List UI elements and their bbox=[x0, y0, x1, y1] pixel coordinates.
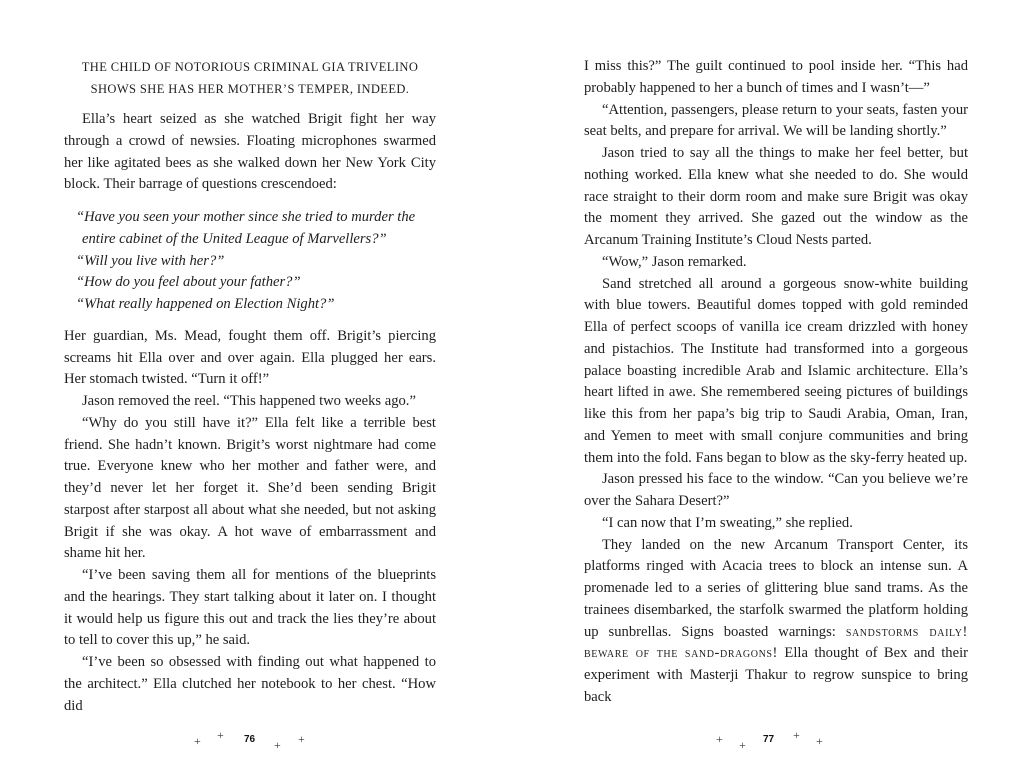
epigraph-line-1: THE CHILD OF NOTORIOUS CRIMINAL GIA TRIVELINO bbox=[81, 60, 419, 74]
paragraph: “Wow,” Jason remarked. bbox=[602, 253, 747, 270]
quote-line: “What really happened on Election Night?” bbox=[76, 296, 335, 312]
epigraph-line-2: SHOWS SHE HAS HER MOTHER’S TEMPER, INDEED. bbox=[90, 82, 410, 96]
paragraph-text: Ella thought of Bex and their experiment with Masterji Thakur to regrow sunspice to bring back bbox=[584, 645, 968, 705]
paragraph-text: They landed on the new Arcanum Transport Center, its platforms ringed with Acacia trees to block an intense sun. A promenade led to a series of glittering blue sand trams. As the trainees disembarked, the starfolk swarmed the platform holding up sunbrellas. Signs boasted warnings: bbox=[584, 536, 968, 640]
paragraph: Jason tried to say all the things to make her feel better, but nothing worked. Ella knew what she needed to do. She would race straight to their dorm room and make sure Brigit was okay the moment they arrived. She gazed out the window as the Arcanum Training Institute’s Cloud Nests parted. bbox=[584, 145, 968, 248]
paragraph: Sand stretched all around a gorgeous snow-white building with blue towers. Beautiful domes topped with gold reminded Ella of perfect scoops of vanilla ice cream drizzled with honey and pistachios. The Institute had transformed into a gorgeous palace boasting incredible Arab and Islamic architecture. Ella’s heart lifted in awe. She remembered seeing pictures of buildings like this from her papa’s big trip to Saudi Arabia, Oman, Iran, and Yemen to meet with small conjure communities and bring them into the fold. Fans began to blow as the sky-ferry heated up. bbox=[584, 275, 968, 466]
chapter-epigraph bbox=[64, 56, 436, 100]
paragraph: I miss this?” The guilt continued to pool inside her. “This had probably happened to her a bunch of times and I wasn’t—” bbox=[584, 58, 968, 96]
paragraph: Jason removed the reel. “This happened two weeks ago.” bbox=[82, 393, 416, 409]
left-text-column bbox=[64, 56, 436, 717]
right-page bbox=[510, 0, 1020, 783]
right-text-column bbox=[584, 56, 968, 709]
paragraph: “I can now that I’m sweating,” she replied. bbox=[602, 514, 853, 531]
paragraph: Her guardian, Ms. Mead, fought them off. Brigit’s piercing screams hit Ella over and over again. Ella plugged her ears. Her stomach twisted. “Turn it off!” bbox=[64, 327, 436, 388]
sign-warning-text: sandstorms daily! beware of the sand-dragons! bbox=[584, 623, 968, 662]
paragraph: Jason pressed his face to the window. “Can you believe we’re over the Sahara Desert?” bbox=[584, 471, 968, 509]
quote-line: “Will you live with her?” bbox=[76, 252, 225, 269]
star-ornament: + bbox=[816, 734, 823, 748]
paragraph: “I’ve been so obsessed with finding out what happened to the architect.” Ella clutched her notebook to her chest. “How did bbox=[64, 654, 436, 714]
quote-line: “How do you feel about your father?” bbox=[76, 274, 301, 291]
star-ornament: + bbox=[194, 734, 201, 748]
star-ornament: + bbox=[274, 738, 281, 752]
left-page-footer bbox=[0, 728, 510, 752]
page-number: 77 bbox=[763, 734, 775, 745]
paragraph: “Why do you still have it?” Ella felt like a terrible best friend. She hadn’t known. Brigit’s worst nightmare had come true. Everyone knew who her mother and father were, and they’d never let her forget it. She’d been sending Brigit starpost after starpost all about what she needed, but not asking Brigit if she was okay. A hot wave of embarrassment and shame hit her. bbox=[64, 414, 436, 562]
star-ornament: + bbox=[793, 728, 800, 742]
star-ornament: + bbox=[739, 738, 746, 752]
right-page-footer bbox=[510, 728, 1020, 752]
paragraph: “I’ve been saving them all for mentions of the blueprints and the hearings. They start talking about it later on. I thought it would help us figure this out and track the lies they’re about to tell to cover this up,” he said. bbox=[64, 567, 436, 649]
quoted-questions bbox=[64, 207, 436, 316]
quote-line: “Have you seen your mother since she tried to murder the entire cabinet of the United League of Marvellers?” bbox=[76, 209, 416, 247]
paragraph: Ella’s heart seized as she watched Brigit fight her way through a crowd of newsies. Floating microphones swarmed her like agitated bees as she walked down her New York City block. Their barrage of questions crescendoed: bbox=[64, 111, 436, 193]
star-ornament: + bbox=[716, 732, 723, 746]
star-ornament: + bbox=[217, 728, 224, 742]
paragraph: “Attention, passengers, please return to your seats, fasten your seat belts, and prepare for arrival. We will be landing shortly.” bbox=[584, 101, 968, 140]
page-number: 76 bbox=[244, 734, 256, 745]
paragraph bbox=[584, 535, 968, 709]
star-ornament: + bbox=[298, 732, 305, 746]
